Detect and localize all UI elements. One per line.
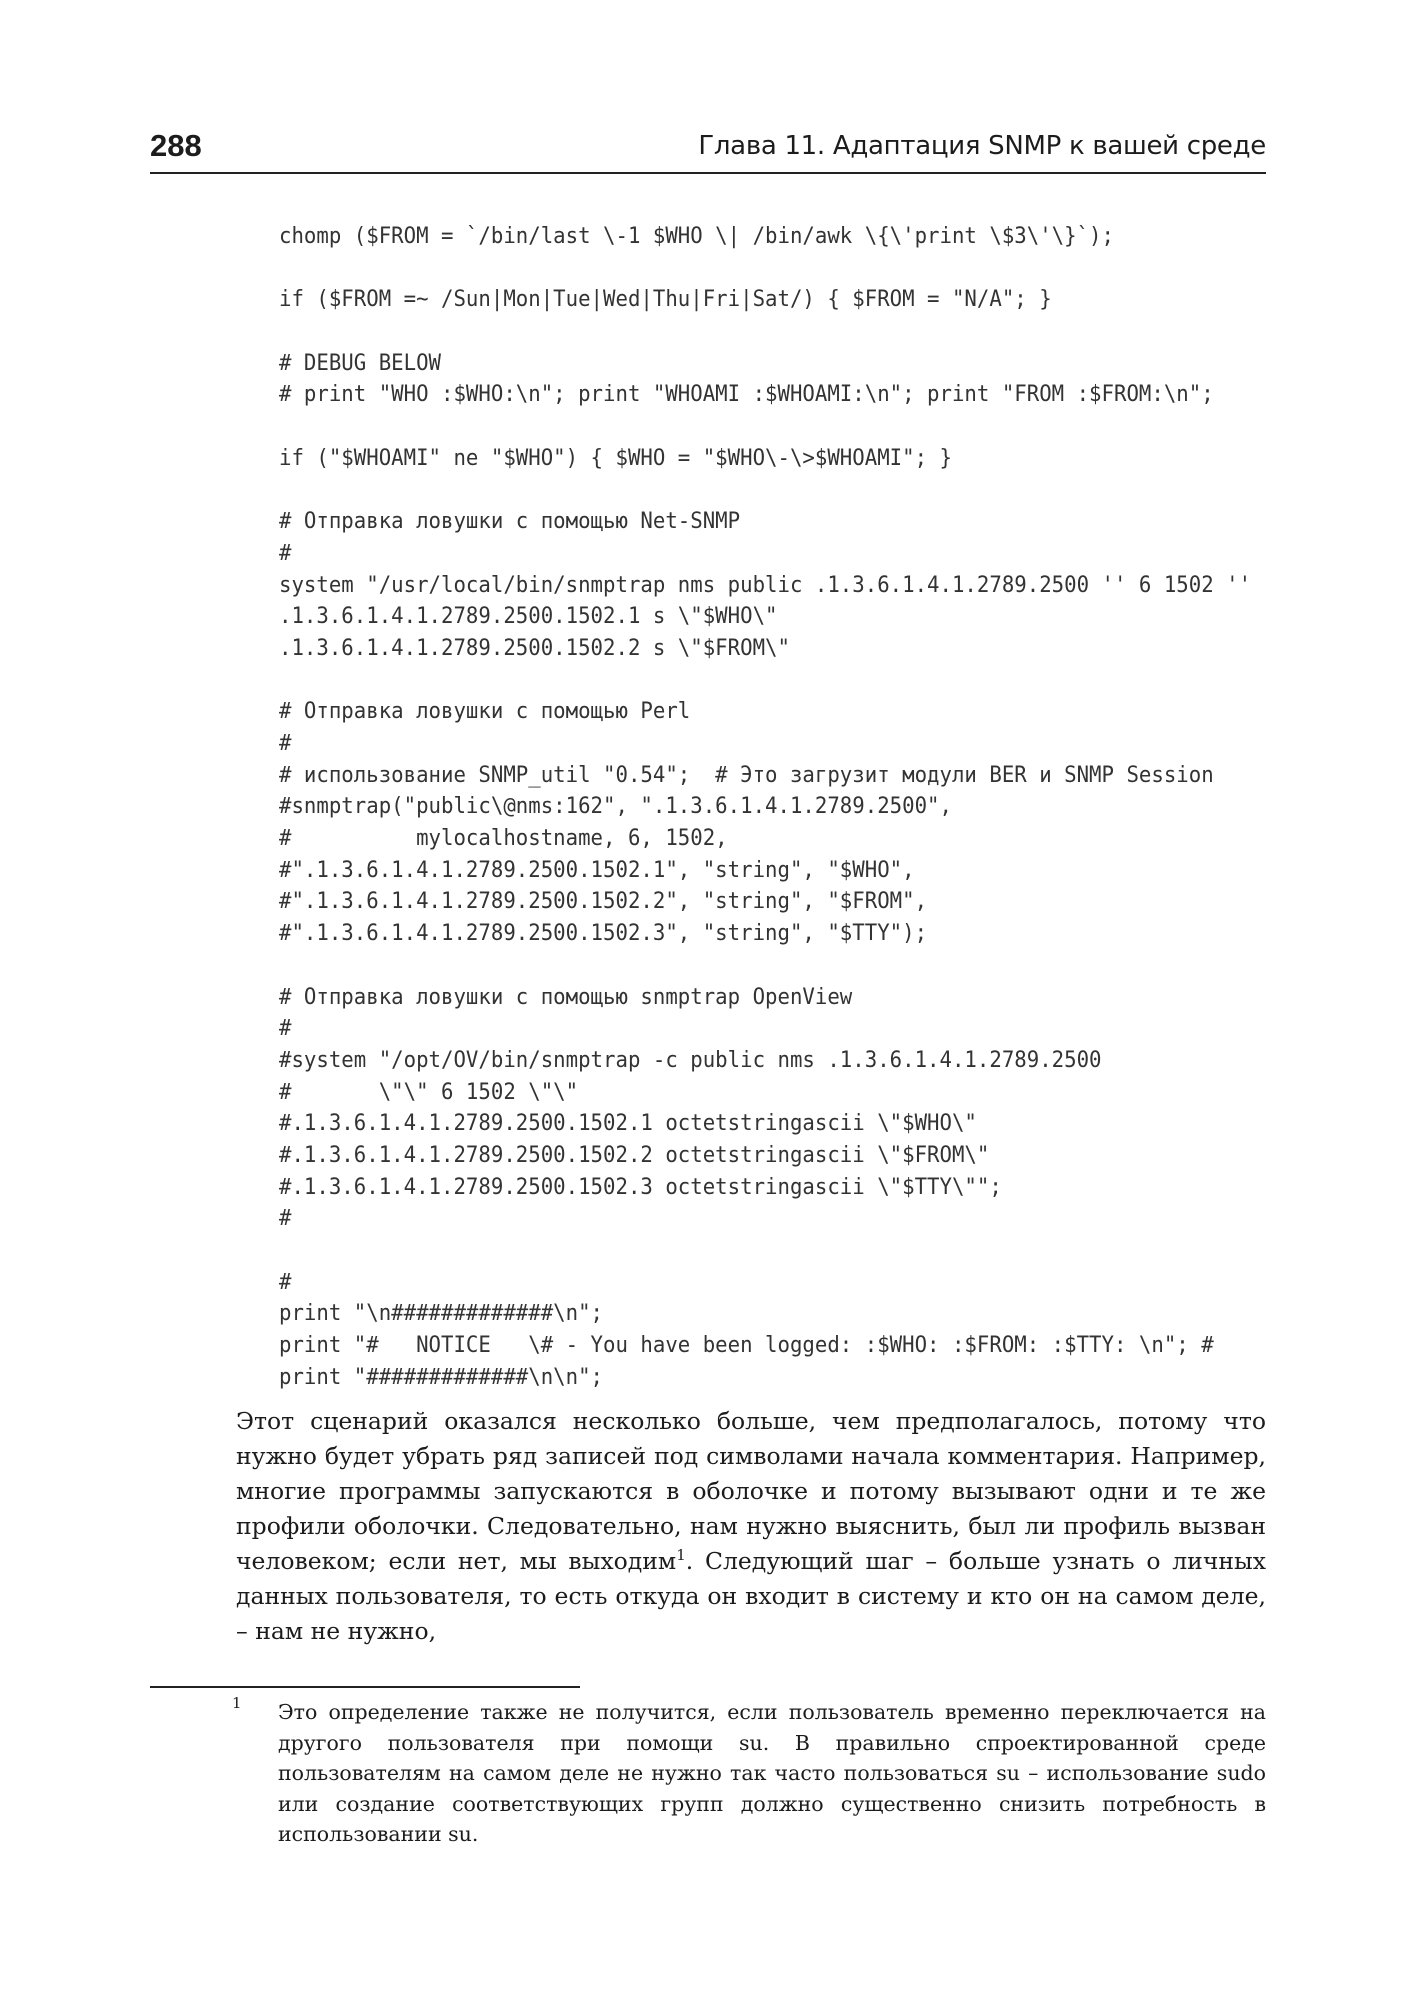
code-line: #snmptrap("public\@nms:162", ".1.3.6.1.4.1.2789.2500",: [279, 793, 952, 820]
code-line: .1.3.6.1.4.1.2789.2500.1502.2 s \"$FROM\": [279, 634, 790, 661]
code-line: system "/usr/local/bin/snmptrap nms public .1.3.6.1.4.1.2789.2500 '' 6 1502 '': [279, 571, 1252, 598]
code-line: #.1.3.6.1.4.1.2789.2500.1502.3 octetstringascii \"$TTY\"";: [279, 1173, 1002, 1200]
code-line: #system "/opt/OV/bin/snmptrap -c public nms .1.3.6.1.4.1.2789.2500: [279, 1046, 1102, 1073]
code-line: [279, 411, 1190, 443]
page-header: [150, 128, 1266, 174]
code-line: # \"\" 6 1502 \"\": [279, 1078, 579, 1105]
footnote-divider: [150, 1686, 580, 1688]
code-line: # Отправка ловушки с помощью snmptrap OpenView: [279, 983, 853, 1010]
code-line: [279, 1235, 1190, 1267]
code-line: #: [279, 1205, 292, 1232]
code-line: if ($FROM =~ /Sun|Mon|Tue|Wed|Thu|Fri|Sat/) { $FROM = "N/A"; }: [279, 286, 1052, 313]
code-listing: [279, 221, 1269, 1393]
code-line: # Отправка ловушки с помощью Net-SNMP: [279, 508, 741, 535]
footnote-reference: 1: [676, 1546, 686, 1565]
code-line: [279, 316, 1190, 348]
code-line: #.1.3.6.1.4.1.2789.2500.1502.1 octetstringascii \"$WHO\": [279, 1110, 977, 1137]
code-line: # Отправка ловушки с помощью Perl: [279, 698, 691, 725]
code-line: #.1.3.6.1.4.1.2789.2500.1502.2 octetstringascii \"$FROM\": [279, 1141, 990, 1168]
body-paragraph: [236, 1404, 1266, 1649]
chapter-title: Глава 11. Адаптация SNMP к вашей среде: [698, 131, 1266, 161]
code-line: print "\n#############\n";: [279, 1300, 604, 1327]
code-line: .1.3.6.1.4.1.2789.2500.1502.1 s \"$WHO\": [279, 603, 778, 630]
code-line: #".1.3.6.1.4.1.2789.2500.1502.1", "string", "$WHO",: [279, 856, 915, 883]
footnote-marker: 1: [232, 1694, 242, 1712]
code-line: #: [279, 1015, 292, 1042]
code-line: #: [279, 1268, 292, 1295]
code-line: if ("$WHOAMI" ne "$WHO") { $WHO = "$WHO\-\>$WHOAMI"; }: [279, 444, 952, 471]
paragraph-text: Этот сценарий оказался несколько больше, чем предполагалось, потому что нужно будет убрать ряд записей под символами начала комментария. Например, многие программы запускаются в оболочке и потому вызывают одни и те же профили оболочки. Следовательно, нам нужно выяснить, был ли профиль вызван человеком; если нет, мы выходим: [236, 1407, 1266, 1575]
code-line: # print "WHO :$WHO:\n"; print "WHOAMI :$WHOAMI:\n"; print "FROM :$FROM:\n";: [279, 381, 1214, 408]
code-line: [279, 950, 1190, 982]
code-line: #".1.3.6.1.4.1.2789.2500.1502.3", "string", "$TTY");: [279, 920, 928, 947]
page-number: 288: [150, 128, 202, 163]
code-line: #: [279, 730, 292, 756]
code-line: chomp ($FROM = `/bin/last \-1 $WHO \| /bin/awk \{\'print \$3\'\}`);: [279, 223, 1114, 249]
code-line: print "# NOTICE \# - You have been logged: :$WHO: :$FROM: :$TTY: \n"; #: [279, 1332, 1214, 1359]
footnote-text: Это определение также не получится, если пользователь временно переключается на другого пользователя при помощи su. В правильно спроектированной среде пользователям на самом деле не нужно так часто пользоваться su – использование sudo или создание соответствующих групп должно существенно снизить потребность в использовании su.: [278, 1700, 1266, 1846]
code-line: # DEBUG BELOW: [279, 349, 442, 376]
code-line: # использование SNMP_util "0.54"; # Это загрузит модули BER и SNMP Session: [279, 761, 1214, 788]
code-line: #".1.3.6.1.4.1.2789.2500.1502.2", "string", "$FROM",: [279, 888, 928, 915]
code-line: #: [279, 539, 292, 566]
code-line: [279, 665, 1190, 697]
code-line: [279, 475, 1190, 507]
code-line: [279, 253, 1190, 285]
paragraph-text-continued: . Следующий шаг – больше узнать о личных данных пользователя, то есть откуда он входит в систему и кто он на самом деле, – нам не нужно,: [236, 1547, 1267, 1645]
code-line: print "#############\n\n";: [279, 1363, 604, 1390]
code-line: # mylocalhostname, 6, 1502,: [279, 825, 728, 852]
